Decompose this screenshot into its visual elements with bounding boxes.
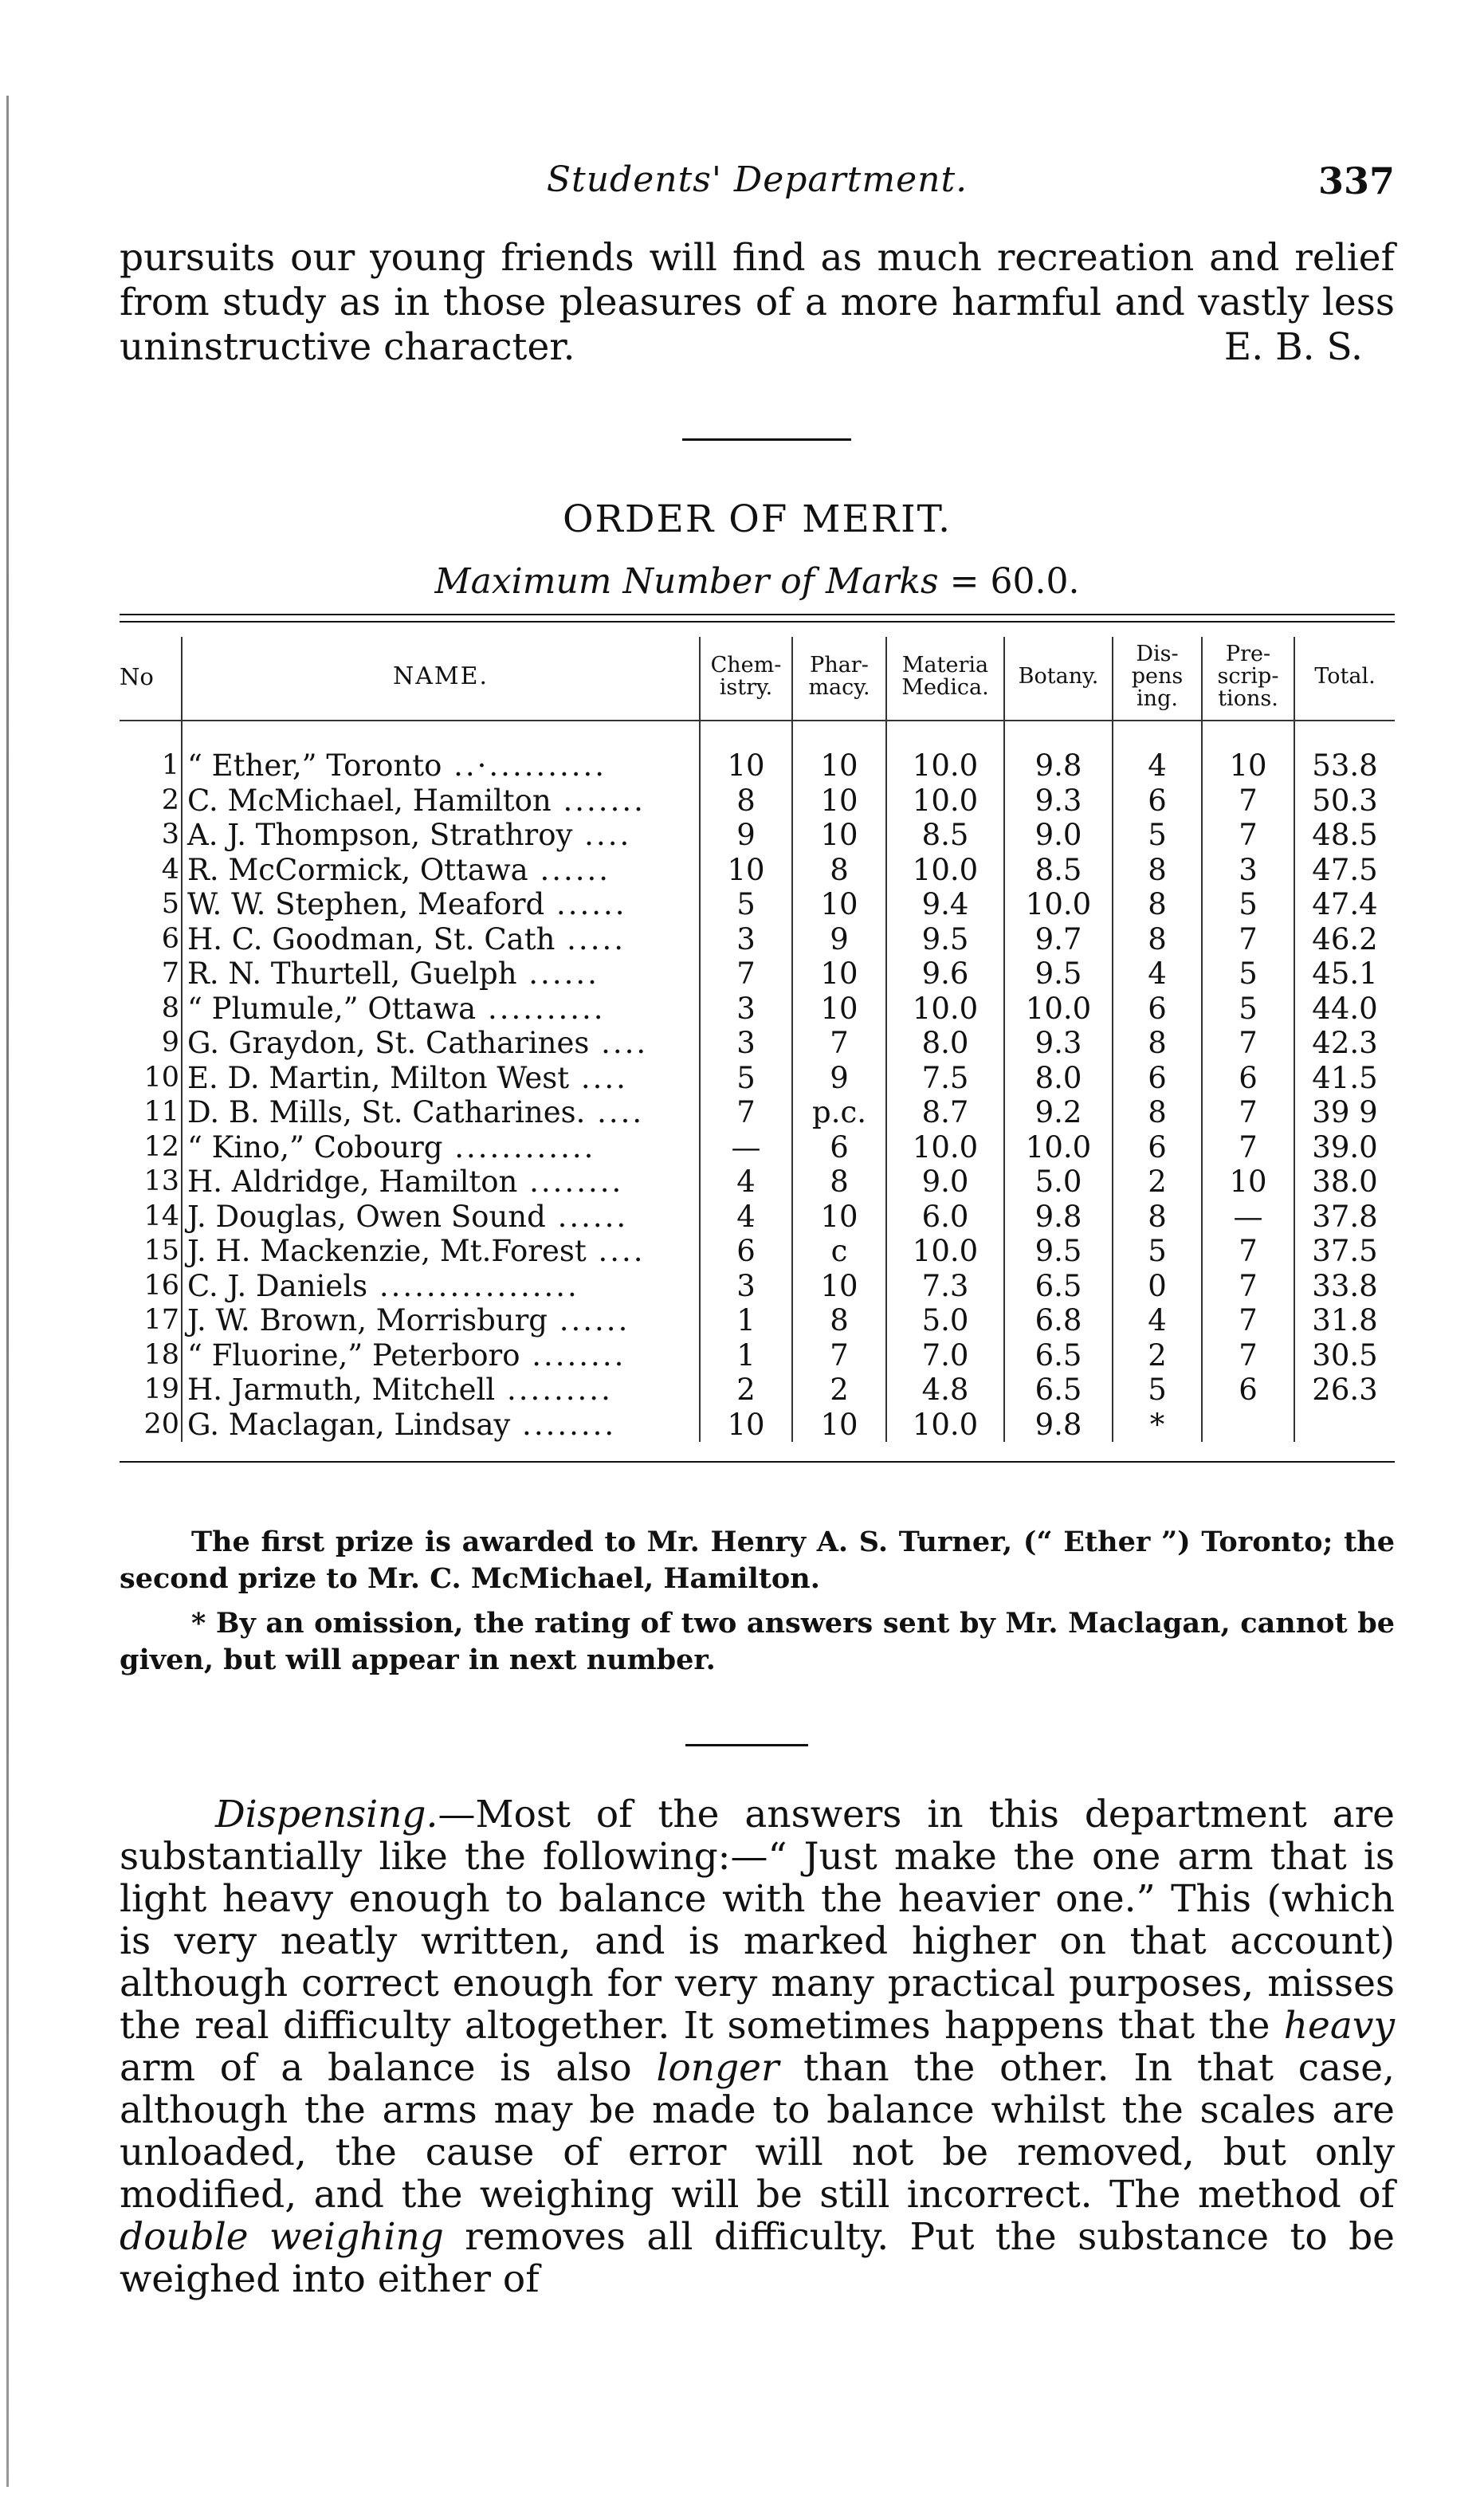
cell-botany: 9.8 — [1004, 1200, 1113, 1235]
cell-materia-medica: 7.3 — [886, 1269, 1004, 1304]
cell-name — [182, 1200, 700, 1235]
cell-no: 16 — [143, 1269, 179, 1302]
cell-botany: 9.3 — [1004, 784, 1113, 819]
cell-dispensing: 2 — [1113, 1338, 1202, 1373]
table-header-row — [120, 637, 1395, 720]
cell-no: 3 — [161, 819, 179, 850]
cell-prescriptions: 3 — [1202, 853, 1294, 888]
cell-no: 7 — [161, 957, 179, 989]
header-botany: Botany. — [1004, 637, 1113, 720]
cell-botany: 10.0 — [1004, 1130, 1113, 1165]
cell-materia-medica: 8.5 — [886, 818, 1004, 853]
signature: E. B. S. — [1223, 325, 1363, 369]
cell-total: 33.8 — [1294, 1269, 1395, 1304]
student-name: H. Aldridge, Hamilton — [187, 1165, 518, 1199]
leader-dots: ...... — [545, 1199, 629, 1234]
leader-dots: .... — [589, 1026, 649, 1060]
cell-pharmacy: 7 — [792, 1338, 886, 1373]
leader-dots: .......... — [476, 991, 606, 1026]
cell-name — [182, 1095, 700, 1130]
cell-prescriptions: 7 — [1202, 784, 1294, 819]
student-name: “ Kino,” Cobourg — [187, 1129, 443, 1165]
cell-chemistry: 5 — [700, 887, 792, 922]
cell-materia-medica: 9.0 — [886, 1165, 1004, 1200]
cell-dispensing: 4 — [1113, 748, 1202, 784]
cell-dispensing: 2 — [1113, 1165, 1202, 1200]
cell-prescriptions: 7 — [1202, 1095, 1294, 1130]
cell-pharmacy: 6 — [792, 1130, 886, 1165]
student-name: “ Fluorine,” Peterboro — [187, 1337, 520, 1373]
cell-total: 50.3 — [1294, 784, 1395, 819]
cell-no: 4 — [161, 853, 179, 886]
table-row — [120, 818, 1395, 853]
cell-no: 9 — [161, 1027, 179, 1059]
cell-dispensing: 6 — [1113, 784, 1202, 819]
cell-pharmacy: 10 — [792, 1200, 886, 1235]
cell-prescriptions: 6 — [1202, 1061, 1294, 1096]
table-top-rule — [120, 614, 1395, 615]
table-row — [120, 922, 1395, 957]
cell-dispensing: 5 — [1113, 1234, 1202, 1269]
cell-pharmacy: 8 — [792, 1303, 886, 1338]
cell-dispensing: * — [1113, 1408, 1202, 1443]
cell-no: 8 — [161, 992, 179, 1024]
student-name: E. D. Martin, Milton West — [187, 1060, 570, 1095]
table-bottom-rule — [120, 1461, 1395, 1463]
header-spacer-row — [120, 721, 1395, 748]
intro-text: pursuits our young friends will find as much recreation and relief from study as in those pleasures of a more harmful and vastly less uninstructive character. — [120, 236, 1395, 369]
cell-prescriptions: 6 — [1202, 1373, 1294, 1408]
leader-dots: ...... — [528, 852, 611, 887]
cell-chemistry: 3 — [700, 1269, 792, 1304]
subtitle-value: 60.0. — [990, 561, 1080, 602]
cell-no: 2 — [161, 784, 179, 816]
cell-prescriptions: 7 — [1202, 1338, 1294, 1373]
cell-pharmacy: 2 — [792, 1373, 886, 1408]
cell-dispensing: 8 — [1113, 1026, 1202, 1061]
table-row — [120, 887, 1395, 922]
cell-pharmacy: p.c. — [792, 1095, 886, 1130]
table-row — [120, 1130, 1395, 1165]
section-divider-bottom — [685, 1744, 808, 1746]
leader-dots: .... — [586, 1234, 646, 1268]
leader-dots: ..... — [555, 921, 626, 956]
table-top-rule-2 — [120, 621, 1395, 623]
cell-botany: 9.8 — [1004, 1408, 1113, 1443]
cell-prescriptions: 5 — [1202, 887, 1294, 922]
cell-no: 14 — [143, 1200, 179, 1232]
cell-no: 15 — [143, 1235, 179, 1267]
cell-total: 38.0 — [1294, 1165, 1395, 1200]
cell-materia-medica: 10.0 — [886, 1408, 1004, 1443]
table-notes — [120, 1524, 1395, 1687]
header-materia-medica: Materia Medica. — [886, 637, 1004, 720]
order-of-merit-table — [120, 637, 1395, 1442]
cell-name — [182, 1338, 700, 1373]
leader-dots: .... — [585, 1095, 645, 1129]
cell-total: 44.0 — [1294, 992, 1395, 1027]
leader-dots: ........ — [510, 1407, 617, 1442]
cell-no: 1 — [161, 749, 179, 781]
cell-name — [182, 1165, 700, 1200]
cell-chemistry: 8 — [700, 784, 792, 819]
cell-materia-medica: 7.0 — [886, 1338, 1004, 1373]
cell-dispensing: 8 — [1113, 1200, 1202, 1235]
cell-prescriptions: 7 — [1202, 922, 1294, 957]
cell-materia-medica: 7.5 — [886, 1061, 1004, 1096]
cell-total: 31.8 — [1294, 1303, 1395, 1338]
cell-chemistry: 1 — [700, 1338, 792, 1373]
cell-botany: 9.0 — [1004, 818, 1113, 853]
table-row — [120, 1338, 1395, 1373]
cell-pharmacy: 7 — [792, 1026, 886, 1061]
cell-prescriptions: 5 — [1202, 992, 1294, 1027]
cell-materia-medica: 10.0 — [886, 1130, 1004, 1165]
cell-no: 13 — [143, 1165, 179, 1197]
leader-dots: ......... — [495, 1373, 613, 1407]
table-row — [120, 1269, 1395, 1304]
section-title: ORDER OF MERIT. — [562, 497, 952, 541]
cell-chemistry: 4 — [700, 1165, 792, 1200]
cell-total: 37.8 — [1294, 1200, 1395, 1235]
cell-botany: 6.5 — [1004, 1269, 1113, 1304]
cell-botany: 6.8 — [1004, 1303, 1113, 1338]
cell-dispensing: 8 — [1113, 1095, 1202, 1130]
cell-materia-medica: 10.0 — [886, 853, 1004, 888]
cell-prescriptions: 5 — [1202, 956, 1294, 992]
cell-dispensing: 5 — [1113, 1373, 1202, 1408]
cell-total: 39 9 — [1294, 1095, 1395, 1130]
table-row — [120, 1165, 1395, 1200]
cell-prescriptions: — — [1202, 1200, 1294, 1235]
dispensing-lead: Dispensing. — [215, 1793, 438, 1836]
student-name: C. McMichael, Hamilton — [187, 783, 552, 818]
cell-prescriptions: 7 — [1202, 1130, 1294, 1165]
student-name: D. B. Mills, St. Catharines. — [187, 1095, 586, 1129]
cell-materia-medica: 8.7 — [886, 1095, 1004, 1130]
cell-materia-medica: 8.0 — [886, 1026, 1004, 1061]
table-row — [120, 748, 1395, 784]
cell-prescriptions: 7 — [1202, 1269, 1294, 1304]
cell-total: 53.8 — [1294, 748, 1395, 784]
header-prescriptions: Pre-scrip-tions. — [1202, 637, 1294, 720]
table-row — [120, 1061, 1395, 1096]
cell-botany: 10.0 — [1004, 992, 1113, 1027]
cell-name — [182, 1026, 700, 1061]
leader-dots: ...... — [544, 887, 627, 921]
cell-botany: 9.5 — [1004, 1234, 1113, 1269]
cell-pharmacy: 10 — [792, 748, 886, 784]
cell-materia-medica: 9.5 — [886, 922, 1004, 957]
student-name: J. H. Mackenzie, Mt.Forest — [187, 1234, 587, 1268]
cell-total — [1294, 1408, 1395, 1443]
cell-no: 18 — [143, 1338, 179, 1371]
cell-pharmacy: 10 — [792, 887, 886, 922]
cell-pharmacy: 10 — [792, 1269, 886, 1304]
cell-name — [182, 1234, 700, 1269]
cell-chemistry: 9 — [700, 818, 792, 853]
leader-dots: ............ — [442, 1129, 596, 1165]
cell-no: 6 — [161, 922, 179, 955]
body-text-d: removes all difficulty. Put the substance to be weighed into either of — [120, 2215, 1395, 2301]
student-name: A. J. Thompson, Strathroy — [187, 818, 573, 852]
cell-chemistry: — — [700, 1130, 792, 1165]
cell-chemistry: 1 — [700, 1303, 792, 1338]
table-row — [120, 1200, 1395, 1235]
cell-prescriptions: 7 — [1202, 1026, 1294, 1061]
cell-botany: 9.8 — [1004, 748, 1113, 784]
cell-botany: 10.0 — [1004, 887, 1113, 922]
leader-dots: .... — [569, 1060, 628, 1095]
cell-botany: 9.2 — [1004, 1095, 1113, 1130]
cell-dispensing: 5 — [1113, 818, 1202, 853]
cell-botany: 9.7 — [1004, 922, 1113, 957]
order-of-merit-table-wrap — [120, 614, 1395, 1463]
page-header — [120, 159, 1395, 215]
cell-pharmacy: 10 — [792, 784, 886, 819]
cell-pharmacy: c — [792, 1234, 886, 1269]
cell-botany: 9.3 — [1004, 1026, 1113, 1061]
cell-botany: 8.0 — [1004, 1061, 1113, 1096]
cell-total: 46.2 — [1294, 922, 1395, 957]
cell-total: 47.4 — [1294, 887, 1395, 922]
subtitle-label: Maximum Number of Marks — [434, 561, 939, 602]
cell-pharmacy: 8 — [792, 1165, 886, 1200]
student-name: R. N. Thurtell, Guelph — [187, 956, 517, 991]
cell-materia-medica: 5.0 — [886, 1303, 1004, 1338]
table-body — [120, 748, 1395, 1442]
cell-no: 20 — [143, 1408, 179, 1440]
cell-botany: 8.5 — [1004, 853, 1113, 888]
cell-dispensing: 6 — [1113, 992, 1202, 1027]
header-total: Total. — [1294, 637, 1395, 720]
table-row — [120, 956, 1395, 992]
cell-total: 41.5 — [1294, 1061, 1395, 1096]
cell-botany: 6.5 — [1004, 1338, 1113, 1373]
cell-no: 11 — [143, 1096, 179, 1128]
running-title: Students' Department. — [546, 159, 968, 200]
cell-dispensing: 6 — [1113, 1130, 1202, 1165]
leader-dots: ...... — [548, 1303, 630, 1337]
cell-botany: 6.5 — [1004, 1373, 1113, 1408]
cell-prescriptions — [1202, 1408, 1294, 1443]
cell-name — [182, 1061, 700, 1096]
cell-total: 48.5 — [1294, 818, 1395, 853]
cell-name — [182, 1303, 700, 1338]
page-edge-shadow — [6, 96, 9, 2487]
cell-botany: 9.5 — [1004, 956, 1113, 992]
student-name: H. Jarmuth, Mitchell — [187, 1373, 496, 1407]
cell-no: 19 — [143, 1373, 179, 1405]
cell-chemistry: 6 — [700, 1234, 792, 1269]
cell-prescriptions: 7 — [1202, 1234, 1294, 1269]
cell-materia-medica: 4.8 — [886, 1373, 1004, 1408]
student-name: C. J. Daniels — [187, 1268, 368, 1303]
cell-chemistry: 5 — [700, 1061, 792, 1096]
cell-materia-medica: 9.6 — [886, 956, 1004, 992]
table-row — [120, 853, 1395, 888]
leader-dots: ........ — [517, 1165, 624, 1199]
cell-chemistry: 4 — [700, 1200, 792, 1235]
cell-prescriptions: 7 — [1202, 1303, 1294, 1338]
leader-dots: ....... — [551, 783, 646, 818]
subtitle-equals: = — [949, 561, 980, 602]
table-row — [120, 1234, 1395, 1269]
cell-chemistry: 10 — [700, 853, 792, 888]
body-heavy: heavy — [1283, 2004, 1395, 2048]
cell-chemistry: 2 — [700, 1373, 792, 1408]
header-pharmacy: Phar-macy. — [792, 637, 886, 720]
cell-total: 39.0 — [1294, 1130, 1395, 1165]
header-name: NAME. — [182, 637, 700, 720]
cell-materia-medica: 6.0 — [886, 1200, 1004, 1235]
cell-name — [182, 853, 700, 888]
cell-name — [182, 956, 700, 992]
body-double-weighing: double weighing — [120, 2215, 444, 2259]
omission-note: * By an omission, the rating of two answers sent by Mr. Maclagan, cannot be given, but will appear in next number. — [120, 1607, 1395, 1676]
leader-dots: ...... — [516, 956, 599, 991]
cell-name — [182, 922, 700, 957]
leader-dots: .... — [572, 818, 632, 852]
cell-name — [182, 1130, 700, 1165]
cell-chemistry: 7 — [700, 1095, 792, 1130]
cell-total: 26.3 — [1294, 1373, 1395, 1408]
leader-dots: ..·.......... — [442, 748, 607, 783]
cell-pharmacy: 10 — [792, 1408, 886, 1443]
body-text-b: arm of a balance is also — [120, 2046, 657, 2090]
cell-total: 47.5 — [1294, 853, 1395, 888]
cell-pharmacy: 10 — [792, 992, 886, 1027]
cell-chemistry: 7 — [700, 956, 792, 992]
student-name: “ Ether,” Toronto — [187, 748, 442, 783]
student-name: H. C. Goodman, St. Cath — [187, 921, 556, 956]
dispensing-paragraph — [120, 1793, 1395, 2300]
section-divider-top — [682, 438, 851, 441]
cell-prescriptions: 7 — [1202, 818, 1294, 853]
cell-dispensing: 8 — [1113, 922, 1202, 957]
table-row — [120, 1303, 1395, 1338]
header-no: No — [120, 663, 154, 690]
cell-pharmacy: 10 — [792, 956, 886, 992]
table-row — [120, 1095, 1395, 1130]
cell-pharmacy: 9 — [792, 922, 886, 957]
student-name: J. W. Brown, Morrisburg — [187, 1303, 548, 1337]
cell-no: 12 — [143, 1130, 179, 1163]
cell-chemistry: 3 — [700, 992, 792, 1027]
cell-pharmacy: 8 — [792, 853, 886, 888]
cell-name — [182, 748, 700, 784]
intro-paragraph — [120, 236, 1395, 370]
cell-name — [182, 1373, 700, 1408]
leader-dots: ........ — [520, 1337, 626, 1373]
cell-materia-medica: 10.0 — [886, 992, 1004, 1027]
cell-chemistry: 3 — [700, 922, 792, 957]
cell-dispensing: 4 — [1113, 956, 1202, 992]
cell-prescriptions: 10 — [1202, 748, 1294, 784]
cell-dispensing: 4 — [1113, 1303, 1202, 1338]
cell-pharmacy: 9 — [792, 1061, 886, 1096]
body-longer: longer — [656, 2046, 779, 2090]
section-subtitle — [120, 561, 1395, 602]
cell-dispensing: 0 — [1113, 1269, 1202, 1304]
cell-prescriptions: 10 — [1202, 1165, 1294, 1200]
leader-dots: ................. — [367, 1268, 579, 1303]
cell-materia-medica: 10.0 — [886, 1234, 1004, 1269]
cell-materia-medica: 9.4 — [886, 887, 1004, 922]
student-name: J. Douglas, Owen Sound — [187, 1199, 546, 1234]
student-name: G. Graydon, St. Catharines — [187, 1026, 590, 1060]
cell-name — [182, 992, 700, 1027]
cell-name — [182, 887, 700, 922]
table-row — [120, 1373, 1395, 1408]
cell-chemistry: 3 — [700, 1026, 792, 1061]
student-name: W. W. Stephen, Meaford — [187, 887, 545, 921]
cell-total: 30.5 — [1294, 1338, 1395, 1373]
prize-note: The first prize is awarded to Mr. Henry A. S. Turner, (“ Ether ”) Toronto; the second prize to Mr. C. McMichael, Hamilton. — [120, 1526, 1395, 1595]
header-dispensing: Dis-pens ing. — [1113, 637, 1202, 720]
cell-total: 37.5 — [1294, 1234, 1395, 1269]
table-row — [120, 784, 1395, 819]
cell-no: 10 — [143, 1061, 179, 1094]
cell-name — [182, 784, 700, 819]
cell-materia-medica: 10.0 — [886, 784, 1004, 819]
cell-name — [182, 1269, 700, 1304]
cell-total: 45.1 — [1294, 956, 1395, 992]
cell-name — [182, 818, 700, 853]
table-row — [120, 992, 1395, 1027]
body-text-c: than the other. In that case, although the arms may be made to balance whilst the scales are unloaded, the cause of error will not be removed, but only modified, and the weighing will be still incorrect. The method of — [120, 2046, 1395, 2217]
student-name: G. Maclagan, Lindsay — [187, 1407, 511, 1442]
cell-botany: 5.0 — [1004, 1165, 1113, 1200]
page-number: 337 — [1317, 159, 1395, 202]
cell-chemistry: 10 — [700, 1408, 792, 1443]
cell-no: 5 — [161, 888, 179, 920]
cell-name — [182, 1408, 700, 1443]
cell-chemistry: 10 — [700, 748, 792, 784]
cell-materia-medica: 10.0 — [886, 748, 1004, 784]
cell-no: 17 — [143, 1304, 179, 1336]
student-name: R. McCormick, Ottawa — [187, 852, 528, 887]
header-chemistry: Chem-istry. — [700, 637, 792, 720]
cell-dispensing: 6 — [1113, 1061, 1202, 1096]
cell-total: 42.3 — [1294, 1026, 1395, 1061]
student-name: “ Plumule,” Ottawa — [187, 991, 477, 1026]
table-row — [120, 1026, 1395, 1061]
cell-pharmacy: 10 — [792, 818, 886, 853]
table-row — [120, 1408, 1395, 1443]
cell-dispensing: 8 — [1113, 887, 1202, 922]
cell-dispensing: 8 — [1113, 853, 1202, 888]
body-text-a: —Most of the answers in this department are substantially like the following:—“ Just make the one arm that is light heavy enough to balance with the heavier one.” This (which is very neatly written, and is marked higher on that account) although correct enough for very many practical purposes, misses the real difficulty altogether. It sometimes happens that the — [120, 1793, 1395, 2048]
